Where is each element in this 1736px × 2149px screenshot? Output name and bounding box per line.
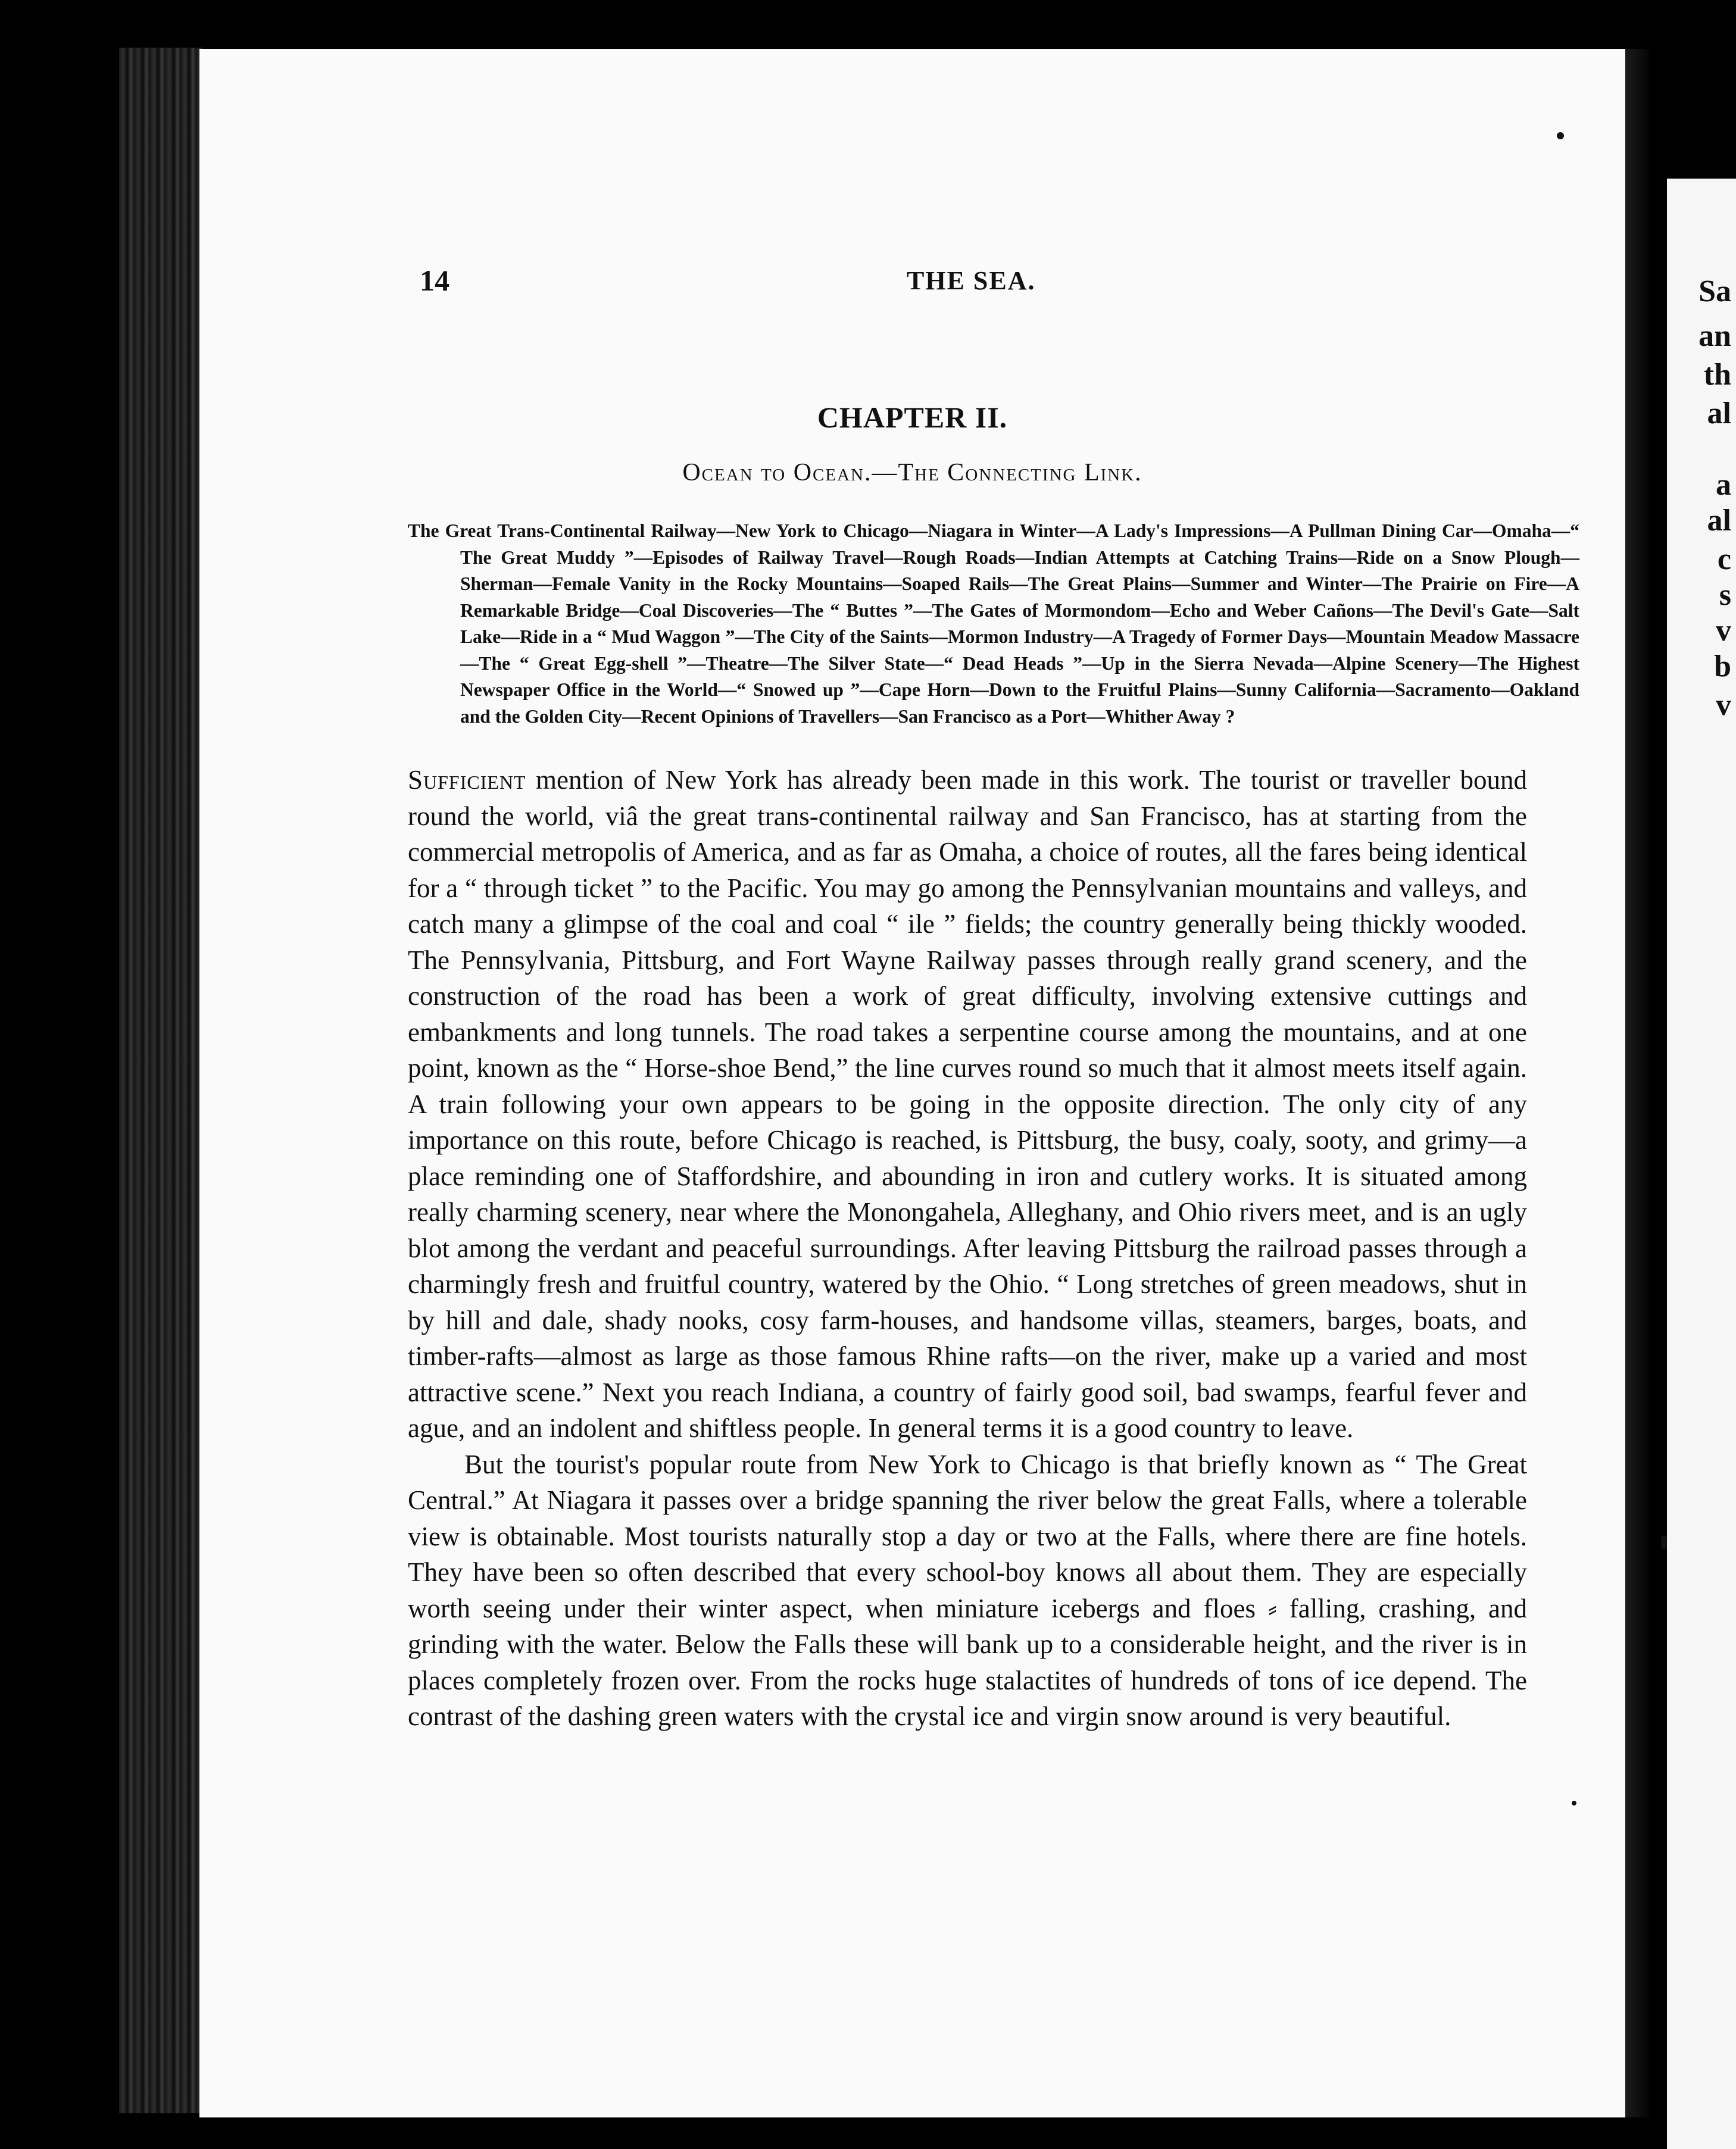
adjacent-line-fragment: s bbox=[1719, 578, 1731, 612]
adjacent-line-fragment: a bbox=[1716, 468, 1731, 502]
adjacent-line-fragment: v bbox=[1716, 688, 1731, 722]
chapter-subtitle: Ocean to Ocean.—The Connecting Link. bbox=[682, 459, 1142, 486]
chapter-synopsis: The Great Trans-Continental Railway—New York to Chicago—Niagara in Winter—A Lady's Impressions—A Pullman Dining Car—Omaha—“ The Great Muddy ”—Episodes of Railway Travel—Rough Roads—Indian Attempts at Catching Trains—Ride on a Snow Plough—Sherman—Female Vanity in the Rocky Mountains—Soaped Rails—The Great Plains—Summer and Winter—The Prairie on Fire—A Remarkable Bridge—Coal Discoveries—The “ Buttes ”—The Gates of Mormondom—Echo and Weber Cañons—The Devil's Gate—Salt Lake—Ride in a “ Mud Waggon ”—The City of the Saints—Mormon Industry—A Tragedy of Former Days—Mountain Meadow Massacre—The “ Great Egg-shell ”—Theatre—The Silver State—“ Dead Heads ”—Up in the Sierra Nevada—Alpine Scenery—The Highest Newspaper Office in the World—“ Snowed up ”—Cape Horn—Down to the Fruitful Plains—Sunny California—Sacramento—Oakland and the Golden City—Recent Opinions of Travellers—San Francisco as a Port—Whither Away ? bbox=[408, 520, 1579, 727]
adjacent-line-fragment: v bbox=[1716, 614, 1731, 648]
adjacent-page-fragment bbox=[1667, 179, 1736, 2149]
ink-speck bbox=[1661, 1536, 1667, 1549]
paragraph-lead-word: Sufficient bbox=[408, 765, 526, 795]
paragraph-1 bbox=[408, 762, 1527, 1447]
adjacent-line-fragment: b bbox=[1714, 649, 1731, 683]
ink-speck bbox=[1572, 1801, 1576, 1806]
adjacent-line-fragment: th bbox=[1703, 358, 1731, 392]
ink-speck bbox=[1557, 132, 1564, 139]
book-binding-edge bbox=[119, 48, 202, 2113]
adjacent-line-fragment: an bbox=[1698, 319, 1731, 353]
paragraph-1-text: mention of New York has already been made in this work. The tourist or traveller bound round the world, viâ the great trans-continental railway and San Francisco, has at starting from the commercial metropolis of America, and as far as Omaha, a choice of routes, all the fares being identical for a “ through ticket ” to the Pacific. You may go among the Pennsylvanian mountains and valleys, and catch many a glimpse of the coal and coal “ ile ” fields; the country generally being thickly wooded. The Pennsylvania, Pittsburg, and Fort Wayne Railway passes through really grand scenery, and the construction of the road has been a work of great difficulty, involving extensive cuttings and embankments and long tunnels. The road takes a serpentine course among the mountains, and at one point, known as the “ Horse-shoe Bend,” the line curves round so much that it almost meets itself again. A train following your own appears to be going in the opposite direction. The only city of any importance on this route, before Chicago is reached, is Pittsburg, the busy, coaly, sooty, and grimy—a place reminding one of Staffordshire, and abounding in iron and cutlery works. It is situated among really charming scenery, near where the Monongahela, Alleghany, and Ohio rivers meet, and is an ugly blot among the verdant and peaceful surroundings. After leaving Pittsburg the railroad passes through a charmingly fresh and fruitful country, watered by the Ohio. “ Long stretches of green meadows, shut in by hill and dale, shady nooks, cosy farm-houses, and handsome villas, steamers, barges, boats, and timber-rafts—almost as large as those famous Rhine rafts—on the river, make up a varied and most attractive scene.” Next you reach Indiana, a country of fairly good soil, bad swamps, fearful fever and ague, and an indolent and shiftless people. In general terms it is a good country to leave. bbox=[408, 765, 1527, 1443]
paragraph-2: But the tourist's popular route from New York to Chicago is that briefly known as “ The Great Central.” At Niagara it passes over a bridge spanning the river below the great Falls, where a tolerable view is obtainable. Most tourists naturally stop a day or two at the Falls, where there are fine hotels. They have been so often described that every school-boy knows all about them. They are especially worth seeing under their winter aspect, when miniature icebergs and floes ⸗ falling, crashing, and grinding with the water. Below the Falls these will bank up to a considerable height, and the river is in places completely frozen over. From the rocks huge stalactites of hundreds of tons of ice depend. The contrast of the dashing green waters with the crystal ice and virgin snow around is very beautiful. bbox=[408, 1449, 1527, 1731]
running-title: THE SEA. bbox=[907, 266, 1036, 295]
adjacent-line-fragment: Sa bbox=[1698, 274, 1731, 308]
adjacent-line-fragment: al bbox=[1707, 396, 1731, 430]
adjacent-line-fragment: al bbox=[1707, 504, 1731, 538]
page-gutter-shadow bbox=[1625, 49, 1649, 2117]
page-number: 14 bbox=[420, 264, 449, 297]
adjacent-line-fragment: c bbox=[1717, 542, 1731, 576]
body-text bbox=[408, 762, 1527, 1735]
chapter-title: CHAPTER II. bbox=[817, 401, 1008, 434]
book-page bbox=[199, 49, 1625, 2117]
running-header bbox=[199, 263, 1625, 305]
